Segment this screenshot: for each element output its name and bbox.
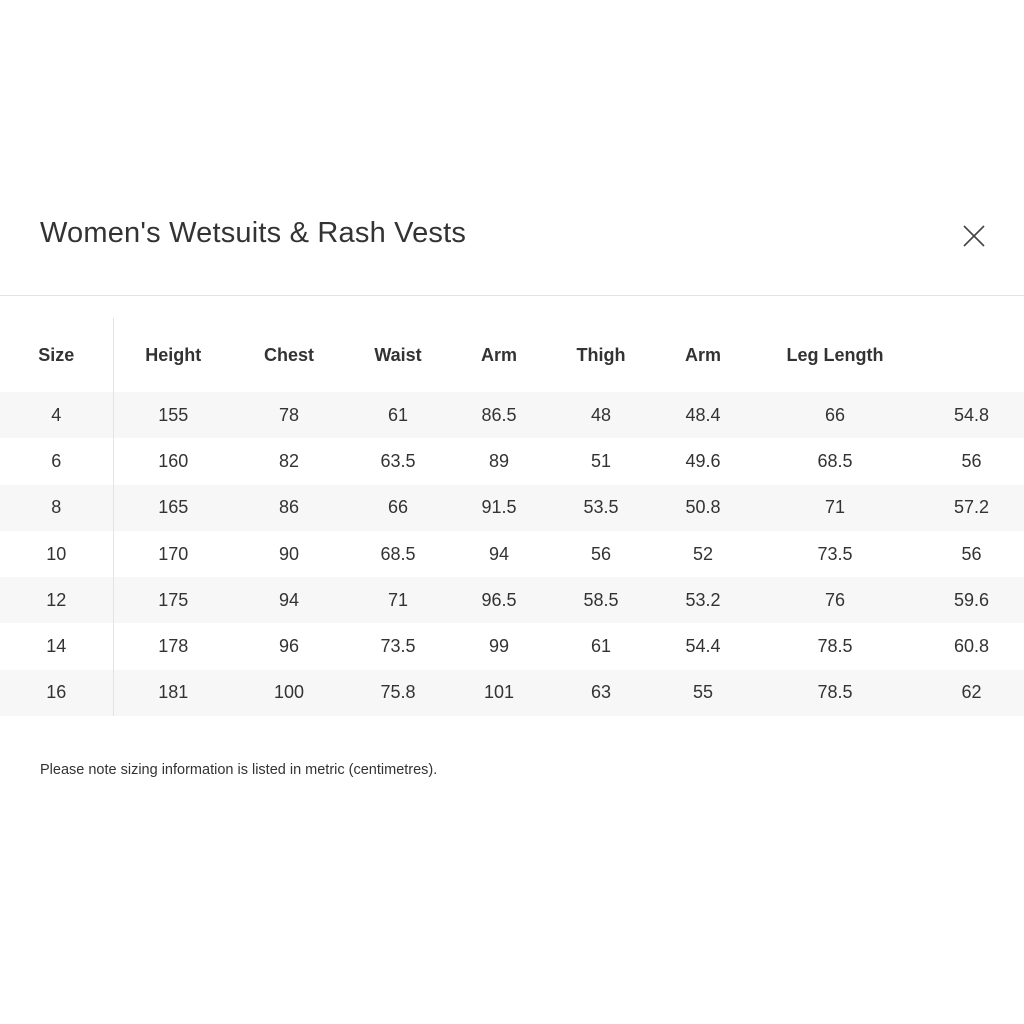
cell-size: 14: [0, 623, 113, 669]
cell-extra: 57.2: [919, 485, 1024, 531]
cell-thigh: 63: [547, 670, 655, 716]
cell-size: 4: [0, 392, 113, 438]
cell-chest: 82: [233, 438, 345, 484]
table-row: [0, 623, 1024, 669]
cell-height: 155: [113, 392, 233, 438]
column-header-thigh: Thigh: [576, 344, 626, 365]
cell-height: 165: [113, 485, 233, 531]
cell-chest: 94: [233, 577, 345, 623]
table-row: [0, 392, 1024, 438]
cell-thigh: 53.5: [547, 485, 655, 531]
column-header-arm-2: Arm: [684, 344, 721, 365]
cell-extra: 62: [919, 670, 1024, 716]
cell-waist: 71: [345, 577, 451, 623]
cell-chest: 90: [233, 531, 345, 577]
cell-arm: 96.5: [451, 577, 547, 623]
cell-waist: 61: [345, 392, 451, 438]
cell-thigh: 48: [547, 392, 655, 438]
cell-thigh: 56: [547, 531, 655, 577]
modal-title: Women's Wetsuits & Rash Vests: [40, 217, 467, 249]
cell-thigh: 61: [547, 623, 655, 669]
header-divider: [0, 295, 1024, 296]
column-header-waist: Waist: [374, 344, 422, 365]
cell-arm: 101: [451, 670, 547, 716]
cell-arm-2: 55: [655, 670, 751, 716]
cell-waist: 66: [345, 485, 451, 531]
cell-extra: 59.6: [919, 577, 1024, 623]
cell-chest: 96: [233, 623, 345, 669]
table-row: [0, 531, 1024, 577]
cell-leg-length: 78.5: [751, 623, 919, 669]
column-header-size: Size: [0, 318, 113, 392]
cell-chest: 86: [233, 485, 345, 531]
cell-arm-2: 52: [655, 531, 751, 577]
table-row: [0, 485, 1024, 531]
table-row: [0, 438, 1024, 484]
cell-leg-length: 71: [751, 485, 919, 531]
column-header-leg-length: Leg Length: [786, 344, 884, 365]
cell-height: 175: [113, 577, 233, 623]
cell-leg-length: 68.5: [751, 438, 919, 484]
cell-extra: 56: [919, 438, 1024, 484]
cell-leg-length: 76: [751, 577, 919, 623]
table-row: [0, 670, 1024, 716]
cell-arm: 86.5: [451, 392, 547, 438]
close-button[interactable]: [956, 218, 992, 254]
cell-height: 170: [113, 531, 233, 577]
size-table-container: [0, 318, 1024, 716]
cell-size: 16: [0, 670, 113, 716]
metric-footnote: Please note sizing information is listed in metric (centimetres).: [40, 762, 438, 778]
cell-leg-length: 78.5: [751, 670, 919, 716]
column-header-arm: Arm: [480, 344, 517, 365]
cell-size: 12: [0, 577, 113, 623]
cell-extra: 54.8: [919, 392, 1024, 438]
cell-size: 6: [0, 438, 113, 484]
cell-extra: 60.8: [919, 623, 1024, 669]
cell-height: 160: [113, 438, 233, 484]
cell-waist: 63.5: [345, 438, 451, 484]
cell-arm-2: 49.6: [655, 438, 751, 484]
table-header-row: [0, 318, 1024, 392]
cell-arm: 99: [451, 623, 547, 669]
column-header-extra: [919, 318, 1024, 392]
column-header-chest: Chest: [263, 344, 314, 365]
cell-chest: 78: [233, 392, 345, 438]
cell-arm-2: 54.4: [655, 623, 751, 669]
cell-arm: 91.5: [451, 485, 547, 531]
table-row: [0, 577, 1024, 623]
cell-leg-length: 66: [751, 392, 919, 438]
cell-waist: 68.5: [345, 531, 451, 577]
cell-waist: 73.5: [345, 623, 451, 669]
cell-arm-2: 50.8: [655, 485, 751, 531]
size-table: [0, 318, 1024, 716]
cell-extra: 56: [919, 531, 1024, 577]
column-header-height: Height: [145, 344, 202, 365]
cell-chest: 100: [233, 670, 345, 716]
cell-thigh: 58.5: [547, 577, 655, 623]
cell-size: 8: [0, 485, 113, 531]
cell-arm: 89: [451, 438, 547, 484]
cell-arm: 94: [451, 531, 547, 577]
cell-arm-2: 48.4: [655, 392, 751, 438]
cell-height: 181: [113, 670, 233, 716]
close-icon: [962, 224, 986, 248]
cell-leg-length: 73.5: [751, 531, 919, 577]
cell-thigh: 51: [547, 438, 655, 484]
cell-height: 178: [113, 623, 233, 669]
cell-waist: 75.8: [345, 670, 451, 716]
cell-size: 10: [0, 531, 113, 577]
cell-arm-2: 53.2: [655, 577, 751, 623]
